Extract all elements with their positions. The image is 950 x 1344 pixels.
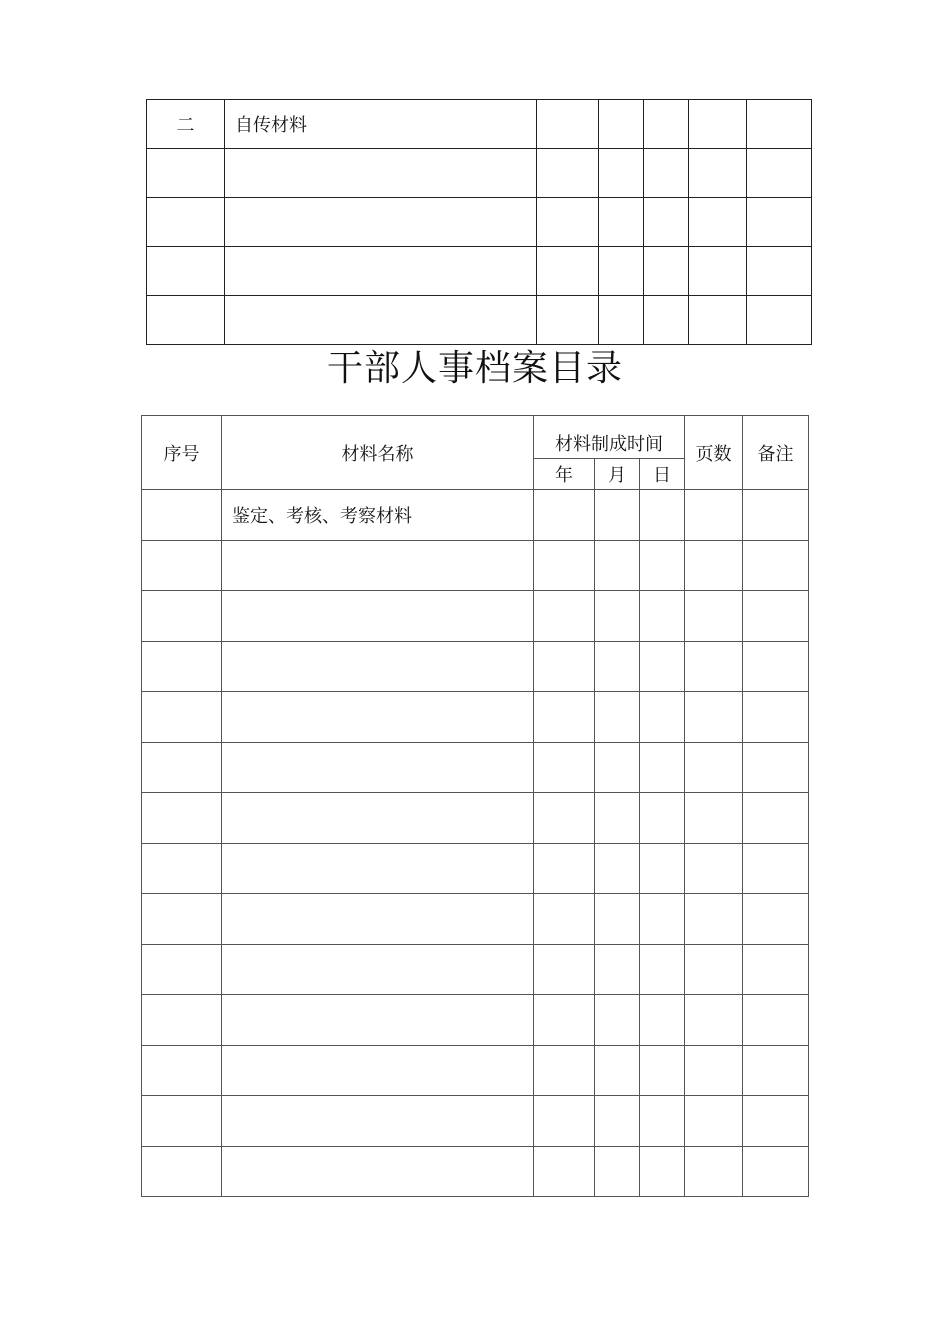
header-pages: 页数 (685, 416, 743, 490)
cell-month (599, 149, 644, 198)
cell-month (595, 894, 640, 945)
cell-material-name (225, 149, 537, 198)
cell-index (147, 296, 225, 345)
previous-catalog-table (146, 99, 812, 345)
cell-pages (689, 149, 747, 198)
cell-month (595, 1045, 640, 1096)
cell-pages (685, 641, 743, 692)
cell-year (534, 843, 595, 894)
cell-remarks (743, 944, 809, 995)
cell-pages (685, 995, 743, 1046)
cell-remarks (747, 149, 812, 198)
table-row (142, 1096, 809, 1147)
cell-month (595, 490, 640, 541)
cell-pages (685, 490, 743, 541)
cell-month (595, 692, 640, 743)
cell-material-name (222, 843, 534, 894)
cell-year (534, 540, 595, 591)
cell-month (595, 995, 640, 1046)
prev-table-row (147, 296, 812, 345)
cell-month (595, 1146, 640, 1197)
cell-remarks (743, 540, 809, 591)
cell-index (142, 540, 222, 591)
cell-remarks (747, 247, 812, 296)
table-row (142, 1146, 809, 1197)
cell-month (595, 540, 640, 591)
cell-day (640, 843, 685, 894)
cell-year (534, 1045, 595, 1096)
cell-month (595, 742, 640, 793)
cell-day (644, 198, 689, 247)
cell-month (595, 793, 640, 844)
cell-index (142, 894, 222, 945)
prev-table-row (147, 247, 812, 296)
cell-remarks (743, 1045, 809, 1096)
cell-remarks (743, 995, 809, 1046)
cell-day (644, 247, 689, 296)
cell-month (599, 198, 644, 247)
table-row (142, 843, 809, 894)
table-row (142, 944, 809, 995)
cell-material-name (222, 742, 534, 793)
cell-day (640, 540, 685, 591)
cell-index: 二 (147, 100, 225, 149)
cell-year (537, 296, 599, 345)
cell-remarks (743, 793, 809, 844)
cell-remarks (743, 894, 809, 945)
cell-year (537, 100, 599, 149)
cell-index (142, 1096, 222, 1147)
cell-index (142, 995, 222, 1046)
cell-month (595, 843, 640, 894)
cell-material-name (222, 641, 534, 692)
cell-day (640, 1045, 685, 1096)
table-row (142, 894, 809, 945)
cell-year (534, 692, 595, 743)
header-month: 月 (595, 459, 640, 490)
cell-pages (685, 742, 743, 793)
cell-index (147, 198, 225, 247)
cell-index (147, 247, 225, 296)
cell-remarks (743, 843, 809, 894)
cell-material-name (225, 247, 537, 296)
cell-month (599, 247, 644, 296)
cell-material-name (222, 1146, 534, 1197)
prev-table-row (147, 198, 812, 247)
cell-year (534, 793, 595, 844)
cell-year (534, 1146, 595, 1197)
cell-day (640, 692, 685, 743)
cell-day (640, 995, 685, 1046)
cell-remarks (743, 1146, 809, 1197)
cell-material-name (222, 995, 534, 1046)
table-row (142, 540, 809, 591)
table-row (142, 641, 809, 692)
cell-pages (685, 944, 743, 995)
cell-remarks (743, 591, 809, 642)
cell-month (599, 296, 644, 345)
table-row (142, 1045, 809, 1096)
header-time: 材料制成时间 (534, 416, 685, 459)
cell-year (534, 1096, 595, 1147)
header-index: 序号 (142, 416, 222, 490)
cell-day (640, 793, 685, 844)
cell-year (534, 490, 595, 541)
cell-year (537, 198, 599, 247)
table-row (142, 490, 809, 541)
cell-year (534, 995, 595, 1046)
cell-month (595, 1096, 640, 1147)
cell-remarks (747, 100, 812, 149)
header-year: 年 (534, 459, 595, 490)
cell-pages (689, 198, 747, 247)
header-remarks: 备注 (743, 416, 809, 490)
cell-day (640, 894, 685, 945)
cell-month (595, 944, 640, 995)
cell-index (142, 692, 222, 743)
cell-index (142, 490, 222, 541)
cell-month (595, 591, 640, 642)
page-title: 干部人事档案目录 (326, 348, 623, 389)
table-row (142, 742, 809, 793)
cell-material-name: 鉴定、考核、考察材料 (222, 490, 534, 541)
cell-material-name (222, 591, 534, 642)
cell-pages (689, 100, 747, 149)
cell-index (142, 1146, 222, 1197)
cell-remarks (747, 296, 812, 345)
catalog-table (141, 415, 809, 1197)
cell-material-name: 自传材料 (225, 100, 537, 149)
cell-month (599, 100, 644, 149)
cell-year (534, 591, 595, 642)
prev-table-row (147, 149, 812, 198)
cell-day (644, 149, 689, 198)
cell-day (640, 591, 685, 642)
cell-material-name (222, 894, 534, 945)
cell-index (147, 149, 225, 198)
cell-year (537, 247, 599, 296)
cell-material-name (222, 540, 534, 591)
cell-day (640, 1146, 685, 1197)
cell-material-name (222, 1096, 534, 1147)
cell-day (644, 296, 689, 345)
catalog-header-row (142, 416, 809, 459)
cell-year (534, 641, 595, 692)
cell-pages (685, 793, 743, 844)
cell-remarks (743, 692, 809, 743)
prev-table-row (147, 100, 812, 149)
table-row (142, 692, 809, 743)
cell-index (142, 1045, 222, 1096)
header-name: 材料名称 (222, 416, 534, 490)
cell-remarks (743, 1096, 809, 1147)
cell-pages (685, 692, 743, 743)
cell-index (142, 742, 222, 793)
cell-year (534, 944, 595, 995)
cell-pages (689, 296, 747, 345)
cell-pages (685, 1146, 743, 1197)
cell-day (640, 742, 685, 793)
cell-pages (685, 1096, 743, 1147)
cell-pages (685, 1045, 743, 1096)
cell-year (534, 742, 595, 793)
cell-remarks (743, 641, 809, 692)
cell-material-name (222, 793, 534, 844)
table-row (142, 591, 809, 642)
cell-material-name (222, 944, 534, 995)
table-row (142, 793, 809, 844)
cell-index (142, 793, 222, 844)
cell-pages (689, 247, 747, 296)
cell-pages (685, 540, 743, 591)
cell-index (142, 843, 222, 894)
cell-remarks (743, 742, 809, 793)
cell-month (595, 641, 640, 692)
cell-index (142, 641, 222, 692)
cell-index (142, 591, 222, 642)
cell-day (640, 641, 685, 692)
cell-day (640, 944, 685, 995)
cell-day (640, 1096, 685, 1147)
cell-index (142, 944, 222, 995)
cell-material-name (222, 692, 534, 743)
cell-pages (685, 894, 743, 945)
cell-day (640, 490, 685, 541)
header-day: 日 (640, 459, 685, 490)
cell-pages (685, 591, 743, 642)
table-row (142, 995, 809, 1046)
cell-material-name (225, 198, 537, 247)
cell-year (537, 149, 599, 198)
cell-day (644, 100, 689, 149)
cell-year (534, 894, 595, 945)
cell-pages (685, 843, 743, 894)
cell-material-name (222, 1045, 534, 1096)
cell-material-name (225, 296, 537, 345)
cell-remarks (747, 198, 812, 247)
cell-remarks (743, 490, 809, 541)
